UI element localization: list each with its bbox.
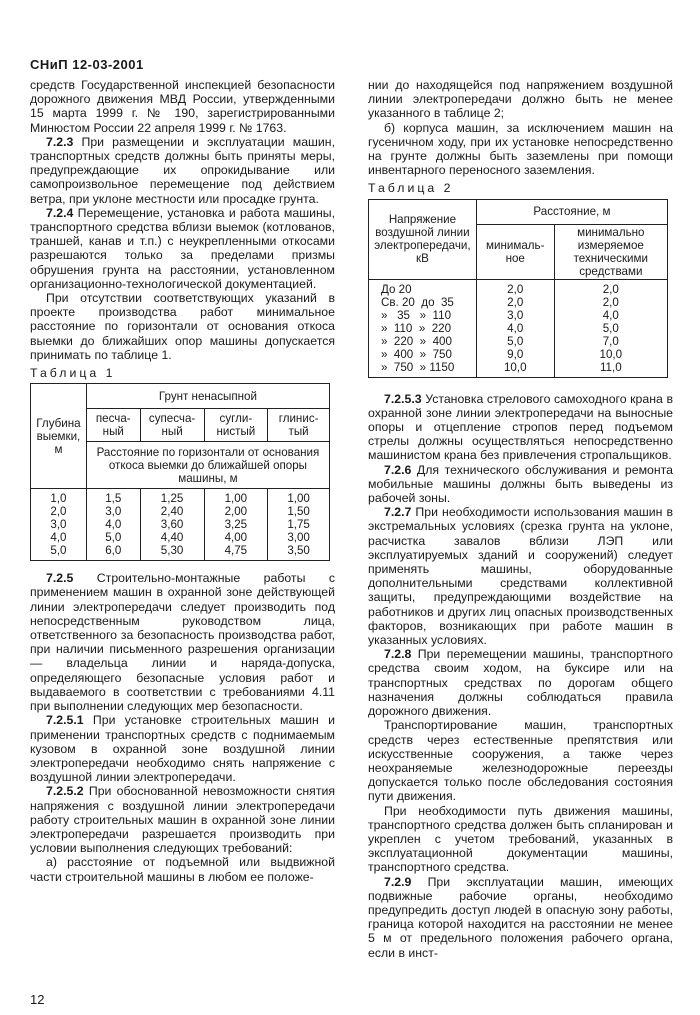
clause-text: При обоснованной невозможности снятия напряжения с воздушной линии электропередачи работу строительных машин в охранной зоне линии электропередачи разрешается производить при условии выполнения следующих требований: xyxy=(30,784,335,856)
clause-number: 7.2.7 xyxy=(384,505,412,520)
soil-type: сугли-нистый xyxy=(204,409,268,442)
paragraph-7-2-5-1 xyxy=(30,713,335,784)
distance-header: Расстояние по горизонтали от основания откоса выемки до ближайшей опоры машины, м xyxy=(86,442,329,489)
clause-text: При необходимости использования машин в экстремальных условиях (срезка грунта на уклоне, расчистка завалов вблизи ЛЭП или эксплуатируемых зданий и сооружений) следует применять машины, оборудованные дополнительными средствами коллективной защиты, предупреждающими воздействие на работников и других лиц опасных производственных факторов, возникающих при работе машин в указанных условиях. xyxy=(368,505,673,648)
clause-number: 7.2.8 xyxy=(384,647,412,662)
clause-number: 7.2.5.1 xyxy=(46,713,84,728)
column-values: 1,00 1,50 1,75 3,00 3,50 xyxy=(268,489,330,561)
depth-values: 1,0 2,0 3,0 4,0 5,0 xyxy=(31,489,87,561)
table-1 xyxy=(30,383,330,561)
paragraph-7-2-3 xyxy=(30,135,335,206)
paragraph: При отсутствии соответствующих указаний в проекте производства работ минимальное расстояние по горизонтали от основания откоса выемки до ближайших опор машины допускается принимать по таблице 1. xyxy=(30,291,335,362)
measured-values: 2,0 2,0 4,0 5,0 7,0 10,0 11,0 xyxy=(554,279,667,377)
measured-header: минимально измеряемое техническими средствами xyxy=(554,224,667,279)
document-header: СНиП 12-03-2001 xyxy=(30,57,144,72)
table-caption: Таблица 2 xyxy=(368,181,454,196)
paragraph-7-2-5-2 xyxy=(30,784,335,855)
soil-type: песча-ный xyxy=(86,409,140,442)
distance-header: Расстояние, м xyxy=(476,199,667,224)
table-caption: Таблица 1 xyxy=(30,366,116,381)
paragraph-7-2-5 xyxy=(30,571,335,713)
column-values: 1,25 2,40 3,60 4,40 5,30 xyxy=(140,489,204,561)
clause-text: При установке строительных машин и применении транспортных средств с поднимаемым кузовом в охранной зоне воздушной линии электропередачи необходимо снять напряжение с воздушной линии электропередачи. xyxy=(30,713,335,785)
clause-text: При перемещении машины, транспортного средства своим ходом, на буксире или на транспортных средствах по дорогам общего назначения должны соблюдаться правила дорожного движения. xyxy=(368,647,673,719)
voltage-header: Напряжение воздушной линии электропередачи, кВ xyxy=(369,199,477,279)
clause-number: 7.2.5.3 xyxy=(384,391,422,406)
table-2 xyxy=(368,199,668,378)
minimum-values: 2,0 2,0 3,0 4,0 5,0 9,0 10,0 xyxy=(476,279,554,377)
paragraph-7-2-7 xyxy=(368,505,673,647)
clause-text: Перемещение, установка и работа машины, транспортного средства вблизи выемок (котлованов, траншей, канав и т.п.) с неукрепленными откосами разрешаются только за пределами призмы обрушения грунта на расстоянии, установленном организационно-технологической документацией. xyxy=(30,205,335,291)
paragraph-7-2-8 xyxy=(368,647,673,718)
clause-number: 7.2.4 xyxy=(46,205,74,220)
paragraph: Транспортирование машин, транспортных средств через естественные препятствия или искусственные сооружения, а также через неохраняемые железнодорожные переезды допускается только после обследования состояния пути движения. xyxy=(368,718,673,804)
paragraph-7-2-4 xyxy=(30,206,335,291)
paragraph-7-2-5-3 xyxy=(368,392,673,463)
soil-header: Грунт ненасыпной xyxy=(86,384,329,409)
paragraph-7-2-6 xyxy=(368,463,673,506)
clause-number: 7.2.3 xyxy=(46,134,74,149)
clause-text: При эксплуатации машин, имеющих подвижные рабочие органы, необходимо предупредить доступ людей в опасную зону работы, граница которой находится на расстоянии не менее 5 м от предельного положения рабочего органа, если в инст- xyxy=(368,874,673,960)
right-column xyxy=(368,78,673,960)
clause-number: 7.2.6 xyxy=(384,462,412,477)
clause-text: Для технического обслуживания и ремонта мобильные машины должны быть выведены из рабочей зоны. xyxy=(368,462,673,506)
paragraph: б) корпуса машин, за исключением машин на гусеничном ходу, при их установке непосредственно на грунте должны быть заземлены при помощи инвентарного переносного заземления. xyxy=(368,120,673,178)
left-column xyxy=(30,78,335,884)
minimum-header: минималь-ное xyxy=(476,224,554,279)
column-values: 1,5 3,0 4,0 5,0 6,0 xyxy=(86,489,140,561)
clause-text: Установка стрелового самоходного крана в охранной зоне линии электропередачи на выносные опоры и отцепление стропов перед подъемом стрелы должны осуществляться непосредственно машинистом крана без привлечения стропальщиков. xyxy=(368,391,673,463)
depth-header: Глубина выемки, м xyxy=(31,384,87,489)
paragraph: а) расстояние от подъемной или выдвижной части строительной машины в любом ее положе- xyxy=(30,855,335,884)
clause-number: 7.2.5 xyxy=(46,571,74,586)
paragraph: средств Государственной инспекцией безопасности дорожного движения МВД России, утвержденными 15 марта 1999 г. № 190, зарегистрированными Минюстом России 22 апреля 1999 г. № 1763. xyxy=(30,78,335,135)
paragraph: При необходимости путь движения машины, транспортного средства должен быть спланирован и укреплен с учетом требований, указанных в эксплуатационной документации машины, транспортного средства. xyxy=(368,803,673,875)
column-values: 1,00 2,00 3,25 4,00 4,75 xyxy=(204,489,268,561)
soil-type: супесча-ный xyxy=(140,409,204,442)
clause-text: При размещении и эксплуатации машин, транспортных средств должны быть приняты меры, предупреждающие их опрокидывание или самопроизвольное перемещение под действием ветра, при уклоне местности или просадке грунта. xyxy=(30,134,335,206)
paragraph-7-2-9 xyxy=(368,875,673,960)
clause-number: 7.2.5.2 xyxy=(46,784,84,799)
page-number: 12 xyxy=(30,992,45,1007)
clause-number: 7.2.9 xyxy=(384,874,412,889)
voltage-values: До 20 Св. 20 до 35 » 35 » 110 » 110 » 220 » 220 » 400 » 400 » 750 » 750 » 1150 xyxy=(369,279,477,377)
paragraph: нии до находящейся под напряжением воздушной линии электропередачи должно быть не менее указанного в таблице 2; xyxy=(368,78,673,121)
soil-type: глинис-тый xyxy=(268,409,330,442)
clause-text: Строительно-монтажные работы с применением машин в охранной зоне действующей линии электропередачи следует производить под непосредственным руководством лица, ответственного за безопасность производства работ, при наличии письменного разрешения организации — владельца линии и наряда-допуска, определяющего безопасные условия работ и выдаваемого в соответствии с требованиями 4.11 при выполнении следующих мер безопасности. xyxy=(30,571,335,714)
